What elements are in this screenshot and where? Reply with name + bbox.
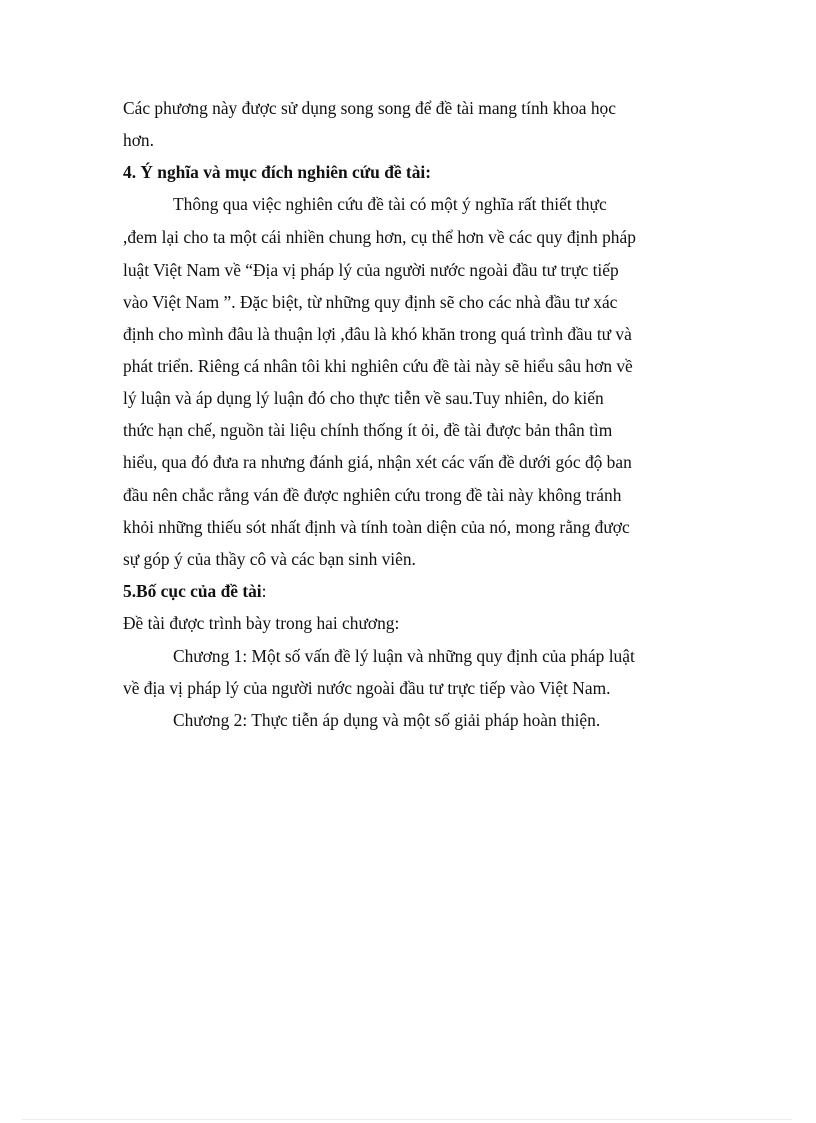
page-bottom-rule: [22, 1119, 792, 1120]
section-4-paragraph-line: lý luận và áp dụng lý luận đó cho thực tiễn về sau.Tuy nhiên, do kiến: [123, 388, 604, 408]
section-4-paragraph-line: định cho mình đâu là thuận lợi ,đâu là khó khăn trong quá trình đầu tư và: [123, 324, 632, 344]
section-4-paragraph-line: vào Việt Nam ”. Đặc biệt, từ những quy định sẽ cho các nhà đầu tư xác: [123, 292, 618, 312]
section-5-intro: Đề tài được trình bày trong hai chương:: [123, 613, 400, 633]
section-4-paragraph-line: Thông qua việc nghiên cứu đề tài có một ý nghĩa rất thiết thực: [173, 194, 607, 214]
intro-text-line: Các phương này được sử dụng song song để đề tài mang tính khoa học: [123, 98, 616, 118]
section-5-heading-text: 5.Bố cục của đề tài: [123, 581, 262, 601]
chapter-2-line: Chương 2: Thực tiễn áp dụng và một số giải pháp hoàn thiện.: [173, 710, 601, 730]
section-4-paragraph-line: phát triển. Riêng cá nhân tôi khi nghiên cứu đề tài này sẽ hiểu sâu hơn về: [123, 356, 633, 376]
section-5-heading: [123, 575, 266, 607]
section-4-paragraph-line: khỏi những thiếu sót nhất định và tính toàn diện của nó, mong rằng được: [123, 517, 630, 537]
intro-text-line: hơn.: [123, 130, 154, 150]
section-4-paragraph-line: hiểu, qua đó đưa ra nhưng đánh giá, nhận xét các vấn đề dưới góc độ ban: [123, 452, 632, 472]
section-4-paragraph-line: luật Việt Nam về “Địa vị pháp lý của người nước ngoài đầu tư trực tiếp: [123, 260, 619, 280]
section-4-paragraph-line: thức hạn chế, nguồn tài liệu chính thống ít ỏi, đề tài được bản thân tìm: [123, 420, 613, 440]
section-4-paragraph-line: ,đem lại cho ta một cái nhiền chung hơn, cụ thể hơn về các quy định pháp: [123, 227, 636, 247]
chapter-1-line: Chương 1: Một số vấn đề lý luận và những quy định của pháp luật: [173, 646, 635, 666]
section-4-heading: 4. Ý nghĩa và mục đích nghiên cứu đề tài:: [123, 162, 432, 182]
section-4-paragraph-line: sự góp ý của thầy cô và các bạn sinh viên.: [123, 549, 416, 569]
section-4-paragraph-line: đầu nên chắc rằng ván đề được nghiên cứu trong đề tài này không tránh: [123, 485, 622, 505]
chapter-1-line: về địa vị pháp lý của người nước ngoài đầu tư trực tiếp vào Việt Nam.: [123, 678, 611, 698]
section-5-heading-colon: :: [261, 581, 267, 601]
